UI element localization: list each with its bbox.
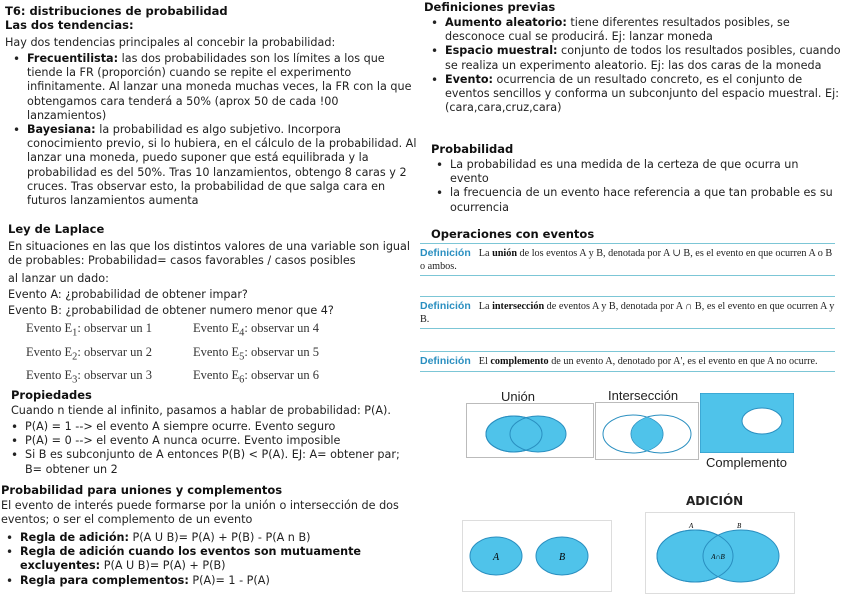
propiedades-heading: Propiedades	[11, 388, 92, 402]
adicion-diagram	[645, 512, 795, 594]
evento-e4: Evento $E_4$: observar un 4	[193, 321, 320, 339]
union-label: Unión	[501, 389, 535, 404]
interseccion-label: Intersección	[608, 388, 679, 403]
definicion-complemento: Definición El complemento de un evento A, denotado por A', es el evento en que A no ocurre.	[420, 351, 835, 372]
bayesiana-text: la probabilidad es algo subjetivo. Incorpora conocimiento previo, si lo hubiera, en el cálculo de la probabilidad. Al lanzar una moneda, puedo suponer que está equilibrada y la probabilidad es del 50%. Tras 10 lanzamientos, obtengo 8 caras y 2 cruces. Tras observar esto, la probabilidad de que salga cara en futuros lanzamientos aumenta	[27, 123, 417, 208]
excluyentes-diagram	[462, 520, 612, 592]
probabilidad-heading: Probabilidad	[431, 142, 514, 156]
tendencias-list	[5, 52, 419, 208]
bayesiana-label: Bayesiana:	[27, 123, 96, 137]
list-item: • Espacio muestral: conjunto de todos los resultados posibles, cuando se realiza un experimento aleatorio. Ej: las dos caras de la moneda	[423, 44, 848, 72]
laplace-dado: al lanzar un dado:	[8, 272, 109, 285]
page-title: T6: distribuciones de probabilidad	[5, 4, 228, 18]
list-item	[5, 52, 419, 123]
adicion-label: ADICIÓN	[686, 494, 744, 508]
frecuentista-label: Frecuentilista:	[27, 52, 119, 65]
list-item: • La probabilidad es una medida de la certeza de que ocurra un evento	[428, 158, 838, 186]
excluyentes-label-a: A	[492, 552, 500, 563]
evento-a: Evento A: ¿probabilidad de obtener impar?	[8, 288, 248, 301]
uniones-heading: Probabilidad para uniones y complementos	[1, 483, 283, 497]
list-item: • Regla de adición: P(A U B)= P(A) + P(B) - P(A n B)	[0, 531, 424, 545]
adicion-label-a: A	[689, 522, 694, 530]
list-item: • P(A) = 1 --> el evento A siempre ocurre. Evento seguro	[3, 420, 415, 434]
adicion-label-ab: A∩B	[711, 553, 725, 561]
previas-list	[423, 16, 848, 115]
list-item: • Si B es subconjunto de A entonces P(B) < P(A). EJ: A= obtener par; B= obtener un 2	[3, 448, 415, 476]
list-item: • P(A) = 0 --> el evento A nunca ocurre. Evento imposible	[3, 434, 415, 448]
list-item: • Regla de adición cuando los eventos son mutuamente excluyentes: P(A U B)= P(A) + P(B)	[0, 545, 424, 573]
definicion-union: Definición La unión de los eventos A y B, denotada por A ∪ B, es el evento en que ocurren A o B o ambos.	[420, 243, 835, 276]
tendencias-heading: Las dos tendencias:	[5, 18, 134, 32]
definicion-interseccion: Definición La intersección de eventos A y B, denotada por A ∩ B, es el evento en que ocurren A y B.	[420, 296, 835, 329]
list-item: • Evento: ocurrencia de un resultado concreto, es el conjunto de eventos sencillos y conforma un subconjunto del espacio muestral. Ej: (cara,cara,cruz,cara)	[423, 73, 848, 116]
excluyentes-label-b: B	[558, 552, 566, 563]
union-diagram	[466, 403, 594, 458]
reglas-list	[0, 531, 424, 588]
probabilidad-list	[428, 158, 838, 215]
laplace-text: En situaciones en las que los distintos valores de una variable son igual de probables: Probabilidad= casos favorables / casos posibles	[8, 240, 410, 268]
list-item	[5, 123, 419, 208]
evento-e2: Evento $E_2$: observar un 2	[26, 345, 153, 363]
evento-e6: Evento $E_6$: observar un 6	[193, 368, 320, 386]
complemento-diagram	[700, 393, 794, 453]
adicion-label-b: B	[737, 522, 742, 530]
laplace-heading: Ley de Laplace	[8, 222, 105, 236]
union-circle-b	[510, 416, 566, 452]
list-item: • Regla para complementos: P(A)= 1 - P(A)	[0, 574, 424, 588]
evento-e1: Evento $E_1$: observar un 1	[26, 321, 153, 339]
complemento-label: Complemento	[706, 455, 787, 470]
tendencias-intro: Hay dos tendencias principales al concebir la probabilidad:	[5, 36, 336, 49]
evento-e3: Evento $E_3$: observar un 3	[26, 368, 153, 386]
frecuentista-text: las dos probabilidades son los límites a los que tiende la FR (proporción) cuando se repite el experimento infinitamente. Al lanzar una moneda muchas veces, la FR con la que obtengamos cara tenderá a 50% (aprox 50 de cada !00 lanzamientos)	[27, 52, 412, 122]
evento-e5: Evento $E_5$: observar un 5	[193, 345, 320, 363]
list-item: • la frecuencia de un evento hace referencia a que tan probable es su ocurrencia	[428, 186, 838, 214]
operaciones-heading: Operaciones con eventos	[431, 227, 595, 241]
previas-heading: Definiciones previas	[424, 0, 556, 14]
interseccion-diagram	[595, 402, 699, 460]
evento-b: Evento B: ¿probabilidad de obtener numero menor que 4?	[8, 304, 334, 317]
propiedades-intro: Cuando n tiende al infinito, pasamos a hablar de probabilidad: P(A).	[11, 404, 391, 417]
list-item: • Aumento aleatorio: tiene diferentes resultados posibles, se desconoce cual se producirá. Ej: lanzar moneda	[423, 16, 848, 44]
uniones-text: El evento de interés puede formarse por la unión o intersección de dos eventos; o ser el complemento de un evento	[1, 499, 399, 527]
complemento-circle-a	[742, 408, 782, 434]
propiedades-list	[3, 420, 415, 477]
